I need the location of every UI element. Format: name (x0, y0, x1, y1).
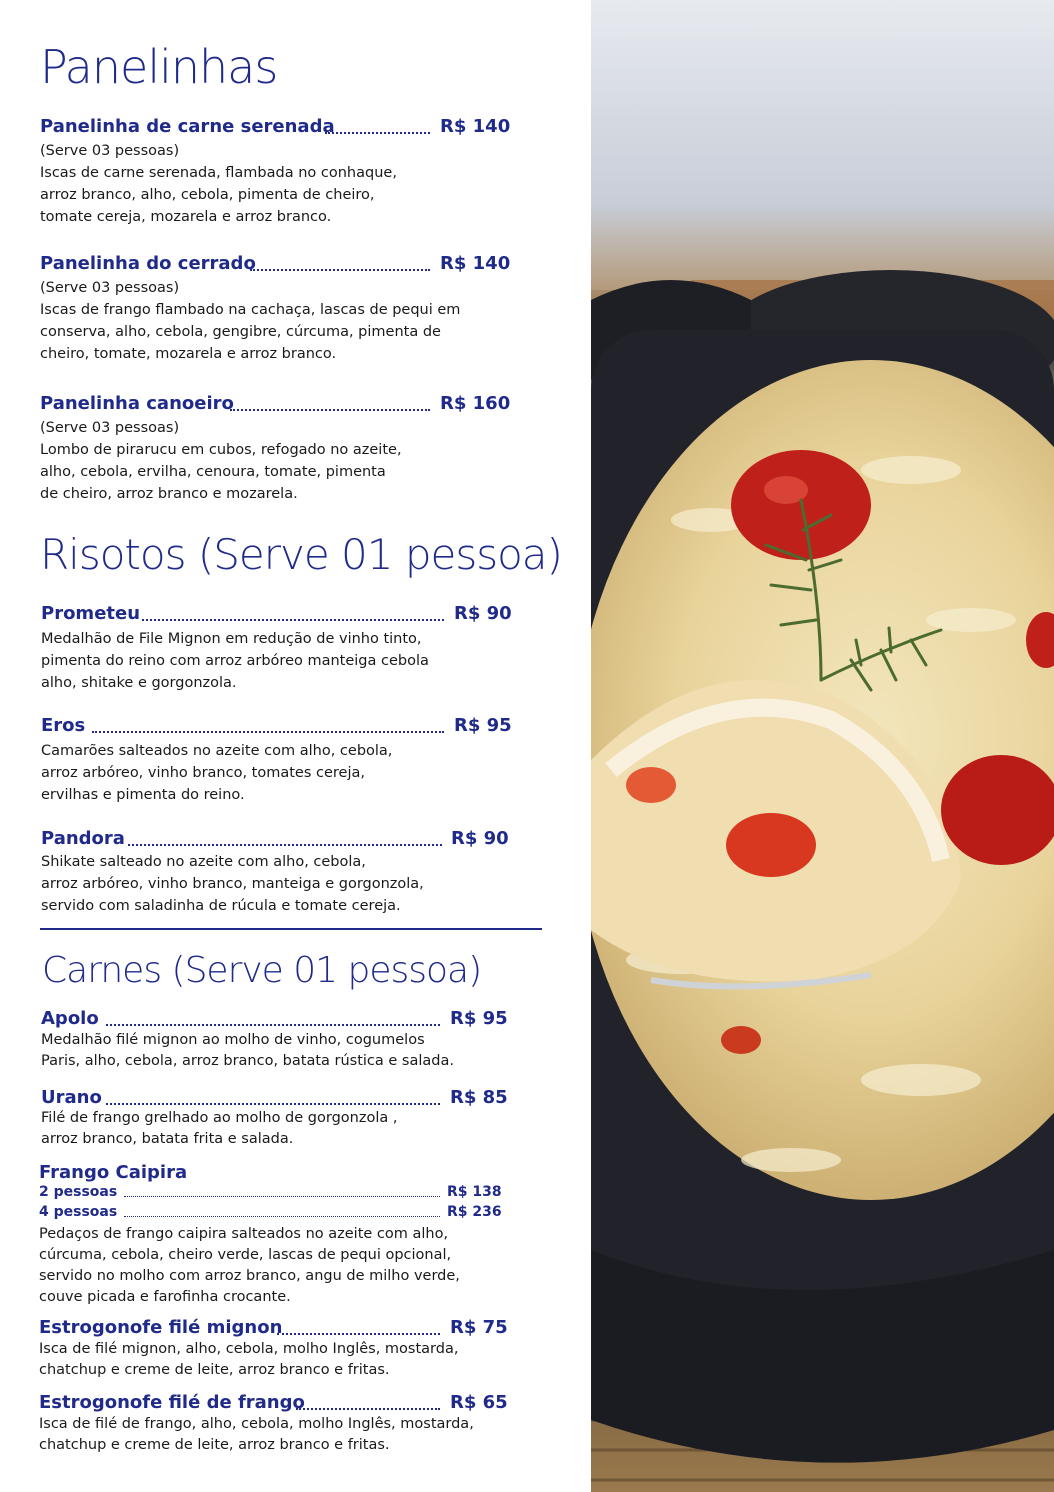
dot-leader (250, 269, 430, 271)
item-name: Eros (41, 715, 86, 736)
description-line: servido no molho com arroz branco, angu de milho verde, (39, 1268, 460, 1284)
description-line: cheiro, tomate, mozarela e arroz branco. (40, 346, 337, 362)
item-name: Estrogonofe filé mignon (39, 1317, 283, 1338)
description-line: Camarões salteados no azeite com alho, cebola, (41, 743, 393, 759)
option-label: 2 pessoas (39, 1184, 118, 1200)
item-name: Panelinha do cerrado (40, 253, 256, 274)
description-line: (Serve 03 pessoas) (40, 420, 180, 436)
dot-leader (296, 1408, 440, 1410)
description-line: Lombo de pirarucu em cubos, refogado no azeite, (40, 442, 402, 458)
item-price: R$ 85 (450, 1087, 508, 1108)
option-price: R$ 138 (447, 1184, 502, 1200)
description-line: Isca de filé mignon, alho, cebola, molho Inglês, mostarda, (39, 1341, 459, 1357)
dot-leader (128, 844, 442, 846)
description-line: alho, cebola, ervilha, cenoura, tomate, pimenta (40, 464, 386, 480)
item-description (40, 417, 402, 505)
description-line: (Serve 03 pessoas) (40, 143, 180, 159)
description-line: pimenta do reino com arroz arbóreo manteiga cebola (41, 653, 429, 669)
item-price: R$ 140 (440, 116, 511, 137)
item-name: Apolo (41, 1008, 99, 1029)
item-description (40, 277, 460, 365)
description-line: Isca de filé de frango, alho, cebola, molho Inglês, mostarda, (39, 1416, 474, 1432)
dot-leader (106, 1024, 440, 1026)
dot-leader (142, 619, 444, 621)
dot-leader (124, 1196, 440, 1197)
item-price: R$ 90 (454, 603, 512, 624)
section-divider (40, 928, 542, 930)
dot-leader (277, 1333, 440, 1335)
item-description (41, 1108, 397, 1150)
dot-leader (124, 1216, 440, 1217)
description-line: Pedaços de frango caipira salteados no azeite com alho, (39, 1226, 449, 1242)
food-photo (591, 0, 1054, 1492)
item-price: R$ 75 (450, 1317, 508, 1338)
item-name: Urano (41, 1087, 102, 1108)
option-price: R$ 236 (447, 1204, 502, 1220)
dot-leader (106, 1103, 440, 1105)
description-line: ervilhas e pimenta do reino. (41, 787, 245, 803)
description-line: Medalhão de File Mignon em redução de vinho tinto, (41, 631, 422, 647)
description-line: (Serve 03 pessoas) (40, 280, 180, 296)
item-description (39, 1414, 474, 1456)
item-description (39, 1339, 458, 1381)
description-line: Iscas de frango flambado na cachaça, lascas de pequi em (40, 302, 461, 318)
item-name: Frango Caipira (39, 1162, 188, 1183)
item-description (41, 628, 429, 694)
item-price: R$ 90 (451, 828, 509, 849)
option-label: 4 pessoas (39, 1204, 118, 1220)
description-line: servido com saladinha de rúcula e tomate cereja. (41, 898, 401, 914)
description-line: Filé de frango grelhado ao molho de gorgonzola , (41, 1110, 398, 1126)
description-line: couve picada e farofinha crocante. (39, 1289, 291, 1305)
description-line: conserva, alho, cebola, gengibre, cúrcuma, pimenta de (40, 324, 441, 340)
item-price: R$ 95 (450, 1008, 508, 1029)
description-line: de cheiro, arroz branco e mozarela. (40, 486, 298, 502)
section-heading-carnes: Carnes (Serve 01 pessoa) (42, 950, 482, 991)
item-name: Panelinha canoeiro (40, 393, 234, 414)
section-heading-risotos: Risotos (Serve 01 pessoa) (40, 530, 562, 579)
description-line: Paris, alho, cebola, arroz branco, batata rústica e salada. (41, 1053, 454, 1069)
description-line: arroz arbóreo, vinho branco, manteiga e gorgonzola, (41, 876, 424, 892)
item-price: R$ 65 (450, 1392, 508, 1413)
item-description (41, 740, 392, 806)
item-description (41, 851, 424, 917)
item-price: R$ 160 (440, 393, 511, 414)
description-line: Iscas de carne serenada, flambada no conhaque, (40, 165, 397, 181)
description-line: Shikate salteado no azeite com alho, cebola, (41, 854, 366, 870)
dot-leader (230, 409, 430, 411)
item-name: Pandora (41, 828, 125, 849)
description-line: arroz arbóreo, vinho branco, tomates cereja, (41, 765, 365, 781)
dot-leader (92, 731, 444, 733)
section-heading-panelinhas: Panelinhas (40, 40, 278, 94)
description-line: chatchup e creme de leite, arroz branco e fritas. (39, 1437, 390, 1453)
item-name: Estrogonofe filé de frango (39, 1392, 305, 1413)
description-line: chatchup e creme de leite, arroz branco e fritas. (39, 1362, 390, 1378)
item-price: R$ 140 (440, 253, 511, 274)
item-description (40, 140, 397, 228)
item-name: Panelinha de carne serenada (40, 116, 335, 137)
description-line: Medalhão filé mignon ao molho de vinho, cogumelos (41, 1032, 425, 1048)
item-description (41, 1030, 454, 1072)
item-description (39, 1224, 460, 1308)
dot-leader (325, 132, 430, 134)
description-line: cúrcuma, cebola, cheiro verde, lascas de pequi opcional, (39, 1247, 452, 1263)
description-line: arroz branco, alho, cebola, pimenta de cheiro, (40, 187, 375, 203)
description-line: tomate cereja, mozarela e arroz branco. (40, 209, 332, 225)
description-line: arroz branco, batata frita e salada. (41, 1131, 294, 1147)
risotto-pot-illustration (591, 0, 1054, 1492)
description-line: alho, shitake e gorgonzola. (41, 675, 237, 691)
item-price: R$ 95 (454, 715, 512, 736)
item-name: Prometeu (41, 603, 141, 624)
